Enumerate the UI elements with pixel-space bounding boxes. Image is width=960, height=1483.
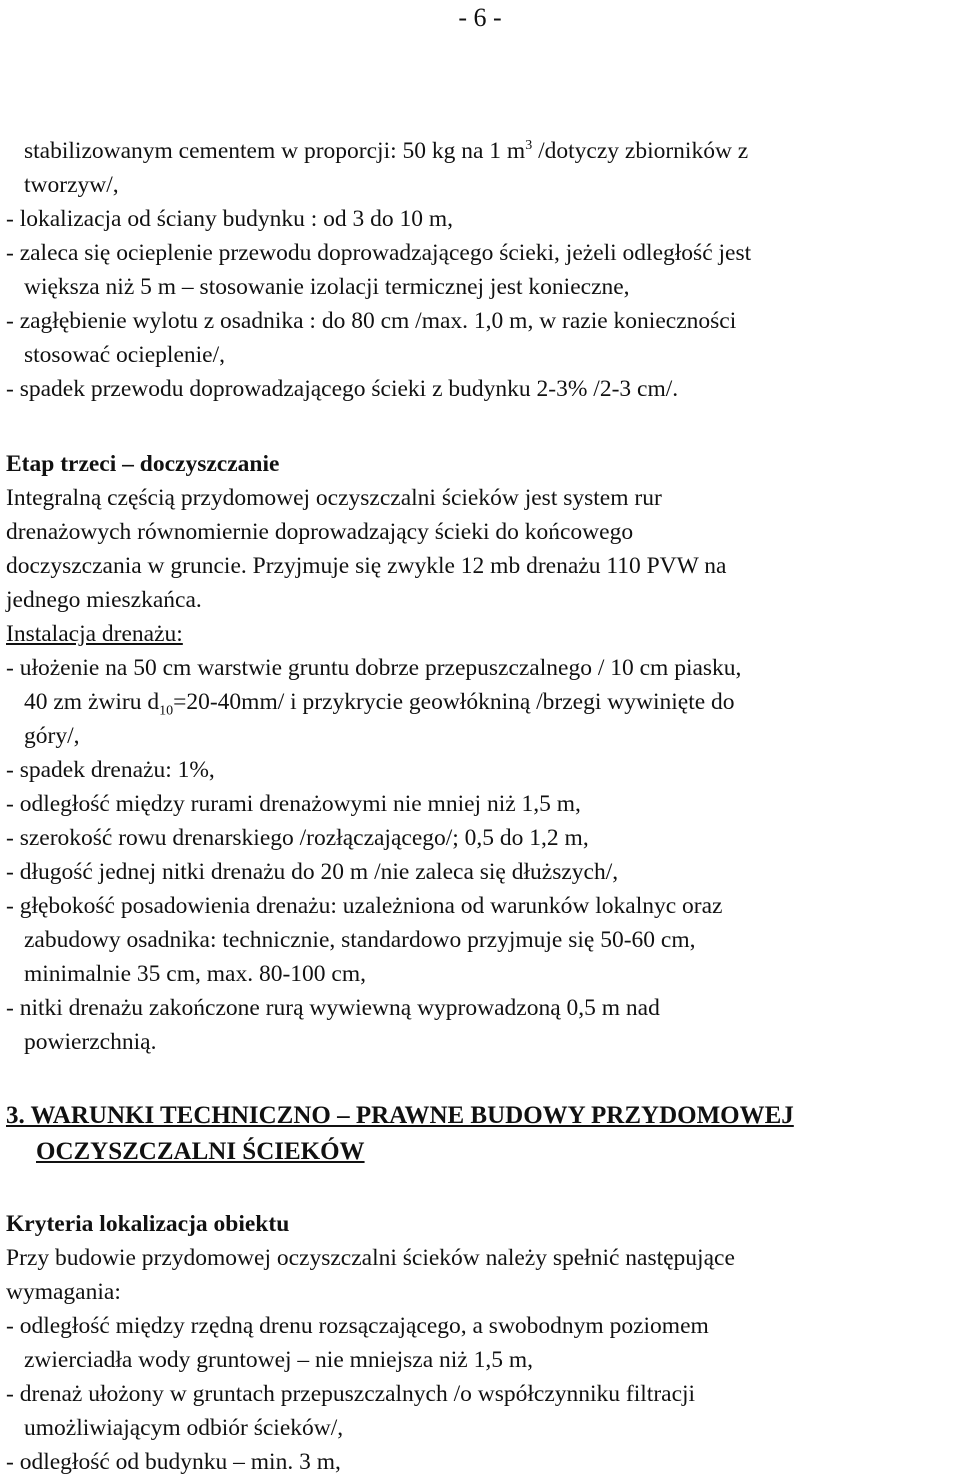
chapter-heading-line2: OCZYSZCZALNI ŚCIEKÓW bbox=[36, 1138, 365, 1165]
stage3-section bbox=[6, 447, 956, 1059]
paragraph-line: wymagania: bbox=[6, 1279, 121, 1305]
paragraph-line: Przy budowie przydomowej oczyszczalni ścieków należy spełnić następujące bbox=[6, 1245, 735, 1271]
list-item: - głębokość posadowienia drenażu: uzależniona od warunków lokalnyc oraz bbox=[6, 893, 723, 919]
list-item: - zaleca się ocieplenie przewodu doprowadzającego ścieki, jeżeli odległość jest bbox=[6, 240, 752, 266]
text-line: 40 zm żwiru $d_{10}=20-40mm/$ i przykrycie geowłókniną /brzegi wywinięte do bbox=[24, 689, 735, 719]
text-line: zwierciadła wody gruntowej – nie mniejsza niż 1,5 m, bbox=[24, 1347, 534, 1373]
paragraph-line: jednego mieszkańca. bbox=[6, 587, 202, 613]
paragraph-line: Integralną częścią przydomowej oczyszczalni ścieków jest system rur bbox=[6, 485, 662, 511]
list-item: - spadek przewodu doprowadzającego ścieki z budynku 2-3% /2-3 cm/. bbox=[6, 376, 679, 402]
text-line: tworzyw/, bbox=[24, 172, 119, 198]
text-line: minimalnie 35 cm, max. 80-100 cm, bbox=[24, 961, 366, 987]
list-item: - odległość między rzędną drenu rozsączającego, a swobodnym poziomem bbox=[6, 1313, 709, 1339]
list-item: - drenaż ułożony w gruntach przepuszczalnych /o współczynniku filtracji bbox=[6, 1381, 696, 1407]
chapter-heading-line1: 3. WARUNKI TECHNICZNO – PRAWNE BUDOWY PRZYDOMOWEJ bbox=[6, 1102, 794, 1129]
list-item: - odległość od budynku – min. 3 m, bbox=[6, 1449, 341, 1475]
list-item: - nitki drenażu zakończone rurą wywiewną wyprowadzoną 0,5 m nad bbox=[6, 995, 660, 1021]
text-line: góry/, bbox=[24, 723, 80, 749]
text-line: powierzchnią. bbox=[24, 1029, 157, 1055]
text-line: stosować ocieplenie/, bbox=[24, 342, 225, 368]
section-heading: Kryteria lokalizacja obiektu bbox=[6, 1211, 290, 1237]
criteria-section bbox=[6, 1207, 956, 1479]
subsection-heading: Instalacja drenażu: bbox=[6, 621, 183, 647]
list-item: - ułożenie na 50 cm warstwie gruntu dobrze przepuszczalnego / 10 cm piasku, bbox=[6, 655, 742, 681]
list-item: - spadek drenażu: 1%, bbox=[6, 757, 215, 783]
list-item: - zagłębienie wylotu z osadnika : do 80 cm /max. 1,0 m, w razie konieczności bbox=[6, 308, 737, 334]
list-item: - szerokość rowu drenarskiego /rozłączającego/; 0,5 do 1,2 m, bbox=[6, 825, 589, 851]
list-item: - odległość między rurami drenażowymi nie mniej niż 1,5 m, bbox=[6, 791, 581, 817]
paragraph-line: drenażowych równomiernie doprowadzający ścieki do końcowego bbox=[6, 519, 634, 545]
text-line: większa niż 5 m – stosowanie izolacji termicznej jest konieczne, bbox=[24, 274, 630, 300]
chapter-heading bbox=[6, 1099, 956, 1169]
section-heading: Etap trzeci – doczyszczanie bbox=[6, 451, 280, 477]
list-item: - lokalizacja od ściany budynku : od 3 do 10 m, bbox=[6, 206, 454, 232]
page-number: - 6 - bbox=[458, 3, 502, 32]
intro-section bbox=[6, 134, 956, 406]
text-line: zabudowy osadnika: technicznie, standardowo przyjmuje się 50-60 cm, bbox=[24, 927, 696, 953]
text-line: stabilizowanym cementem w proporcji: 50 kg na 1 $m^3$ /dotyczy zbiorników z bbox=[24, 138, 749, 164]
text-line: umożliwiającym odbiór ścieków/, bbox=[24, 1415, 344, 1441]
paragraph-line: doczyszczania w gruncie. Przyjmuje się zwykle 12 mb drenażu 110 PVW na bbox=[6, 553, 727, 579]
list-item: - długość jednej nitki drenażu do 20 m /nie zaleca się dłuższych/, bbox=[6, 859, 619, 885]
